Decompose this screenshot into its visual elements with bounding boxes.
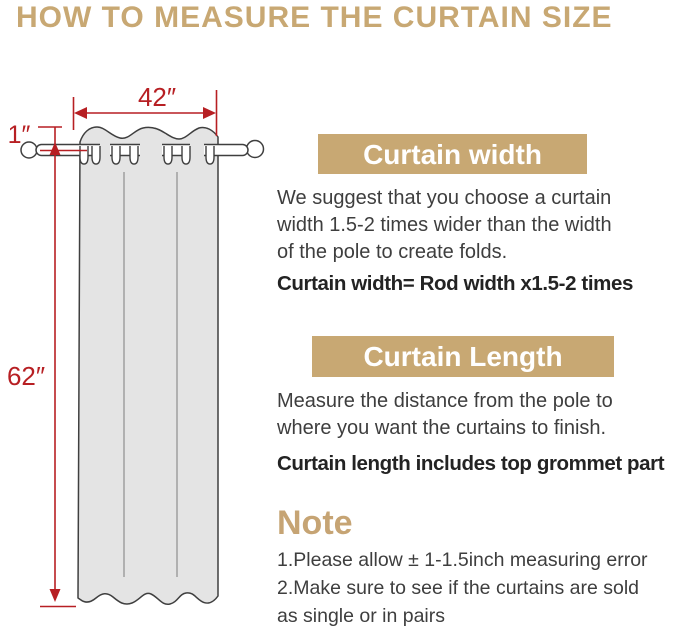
curtain-length-description — [277, 388, 613, 442]
note-item: 2.Make sure to see if the curtains are sold — [277, 577, 640, 599]
grommet-loop — [206, 146, 214, 164]
arrowhead-right — [203, 107, 216, 119]
page-title: HOW TO MEASURE THE CURTAIN SIZE — [16, 1, 613, 34]
grommet-loop — [182, 146, 190, 164]
curtain-width-heading: Curtain width — [318, 134, 587, 174]
curtain-length-heading: Curtain Length — [312, 336, 614, 377]
width-dimension-label: 42″ — [137, 82, 177, 112]
note-item: as single or in pairs — [277, 605, 445, 626]
description-line: where you want the curtains to finish. — [277, 417, 607, 439]
note-heading: Note — [277, 504, 353, 542]
length-dimension-label: 62″ — [6, 361, 46, 391]
note-item: 1.Please allow ± 1-1.5inch measuring error — [277, 549, 648, 571]
length-dimension — [40, 127, 76, 607]
grommet-loop — [130, 146, 138, 164]
curtain-width-description — [277, 185, 612, 266]
curtain-panel — [78, 127, 218, 604]
description-line: of the pole to create folds. — [277, 241, 508, 263]
fabric-over-rod — [140, 142, 162, 159]
rod-finial-right — [247, 141, 264, 158]
grommet-offset-label: 1″ — [7, 121, 31, 149]
description-line: We suggest that you choose a curtain — [277, 187, 612, 209]
curtain-diagram — [0, 0, 300, 626]
grommet-loop — [112, 146, 120, 164]
fabric-over-rod — [100, 142, 110, 159]
arrowhead-left — [74, 107, 87, 119]
arrowhead-down — [50, 589, 61, 602]
grommet-loop — [80, 146, 88, 164]
curtain-length-formula: Curtain length includes top grommet part — [277, 452, 665, 475]
grommet-loop — [92, 146, 100, 164]
curtain-width-formula: Curtain width= Rod width x1.5-2 times — [277, 272, 633, 295]
description-line: Measure the distance from the pole to — [277, 390, 613, 412]
fabric-over-rod — [190, 142, 204, 159]
grommet-loop — [164, 146, 172, 164]
note-list — [277, 546, 648, 626]
description-line: width 1.5-2 times wider than the width — [277, 214, 612, 236]
